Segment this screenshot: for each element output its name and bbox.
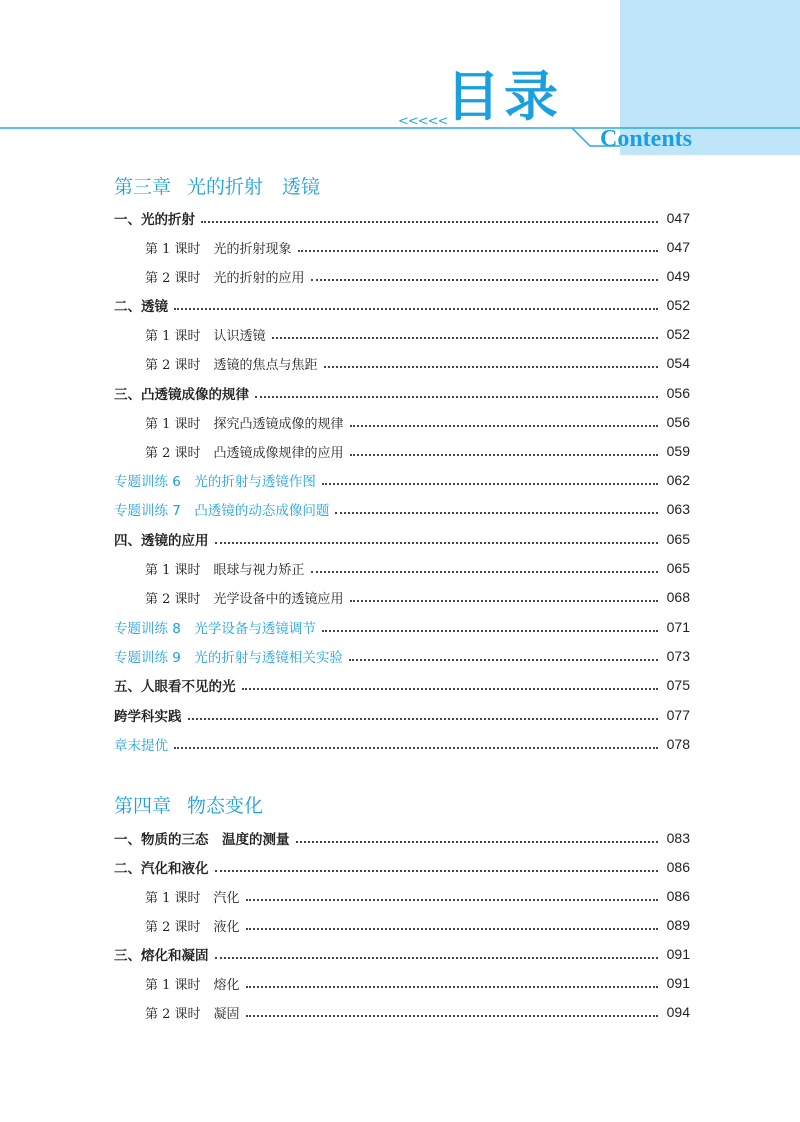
leader-dots [350, 453, 658, 456]
toc-entry[interactable] [145, 972, 690, 994]
toc-entry-page: 094 [666, 1004, 690, 1020]
toc-entry-label: 三、熔化和凝固 [114, 948, 209, 964]
toc-entry[interactable] [114, 382, 690, 404]
toc-entry[interactable] [114, 674, 690, 696]
toc-entry-label: 第 2 课时 凝固 [145, 1006, 240, 1022]
leader-dots [246, 985, 658, 988]
leader-dots [324, 365, 658, 368]
toc-entry-special[interactable] [114, 733, 690, 755]
toc-entry-page: 054 [666, 355, 690, 371]
toc-entry[interactable] [145, 411, 690, 433]
toc-entry[interactable] [114, 528, 690, 550]
toc-entry-special[interactable] [114, 498, 690, 520]
toc-entry-special[interactable] [114, 616, 690, 638]
chapter-number: 第三章 [114, 176, 172, 198]
toc-entry-label: 第 1 课时 熔化 [145, 977, 240, 993]
toc-entry[interactable] [145, 557, 690, 579]
toc-entry-page: 091 [666, 975, 690, 991]
leader-dots [246, 927, 658, 930]
page-title-english: Contents [600, 126, 693, 152]
toc-entry[interactable] [145, 323, 690, 345]
toc-entry-page: 091 [666, 946, 690, 962]
toc-entry-label: 第 1 课时 探究凸透镜成像的规律 [145, 416, 344, 432]
leader-dots [311, 570, 658, 573]
toc-entry-page: 089 [666, 917, 690, 933]
leader-dots [215, 541, 659, 544]
toc-entry-page: 049 [666, 268, 690, 284]
toc-entry[interactable] [114, 943, 690, 965]
leader-dots [350, 424, 658, 427]
toc-entry-page: 075 [666, 677, 690, 693]
leader-dots [174, 307, 658, 310]
toc-entry-page: 062 [666, 472, 690, 488]
toc-entry[interactable] [114, 704, 690, 726]
toc-entry[interactable] [114, 827, 690, 849]
chapter-heading [114, 178, 320, 197]
leader-dots [242, 687, 659, 690]
toc-entry-page: 047 [666, 239, 690, 255]
leader-dots [322, 629, 658, 632]
leader-dots [201, 220, 658, 223]
toc-entry-page: 052 [666, 326, 690, 342]
toc-entry-page: 073 [666, 648, 690, 664]
toc-entry-page: 056 [666, 385, 690, 401]
toc-entry-label: 第 1 课时 光的折射现象 [145, 241, 292, 257]
chapter-title: 物态变化 [187, 795, 264, 817]
toc-entry-label: 一、物质的三态 温度的测量 [114, 832, 290, 848]
leader-dots [322, 482, 658, 485]
toc-entry-label: 第 2 课时 光的折射的应用 [145, 270, 305, 286]
chapter-number: 第四章 [114, 795, 172, 817]
leader-dots [298, 249, 658, 252]
leader-dots [350, 599, 658, 602]
toc-entry-label: 五、人眼看不见的光 [114, 679, 236, 695]
toc-entry[interactable] [145, 914, 690, 936]
toc-entry[interactable] [145, 885, 690, 907]
toc-entry[interactable] [145, 265, 690, 287]
leader-dots [335, 511, 658, 514]
toc-entry[interactable] [114, 856, 690, 878]
leader-dots [174, 746, 658, 749]
toc-entry-page: 059 [666, 443, 690, 459]
chapter-heading [114, 797, 263, 816]
leader-dots [296, 840, 659, 843]
toc-entry-page: 077 [666, 707, 690, 723]
toc-entry-label: 三、凸透镜成像的规律 [114, 387, 249, 403]
toc-entry-label: 第 1 课时 眼球与视力矫正 [145, 562, 305, 578]
toc-entry-label: 跨学科实践 [114, 709, 182, 725]
toc-entry-page: 052 [666, 297, 690, 313]
toc-entry[interactable] [114, 294, 690, 316]
leader-dots [311, 278, 658, 281]
toc-entry-label: 专题训练 8 光学设备与透镜调节 [114, 621, 316, 637]
leader-dots [272, 336, 658, 339]
toc-entry-label: 一、光的折射 [114, 212, 195, 228]
toc-entry[interactable] [145, 1001, 690, 1023]
toc-entry-label: 章末提优 [114, 738, 168, 754]
toc-entry-label: 第 2 课时 凸透镜成像规律的应用 [145, 445, 344, 461]
toc-entry[interactable] [114, 207, 690, 229]
toc-entry-page: 065 [666, 560, 690, 576]
toc-entry-page: 071 [666, 619, 690, 635]
toc-entry-page: 086 [666, 859, 690, 875]
leader-dots [246, 898, 658, 901]
toc-entry[interactable] [145, 440, 690, 462]
page-title: 目录 [446, 65, 562, 128]
toc-entry-label: 第 1 课时 认识透镜 [145, 328, 266, 344]
leader-dots [215, 956, 659, 959]
toc-entry-page: 065 [666, 531, 690, 547]
chapter-title: 光的折射 透镜 [187, 176, 321, 198]
toc-entry-page: 063 [666, 501, 690, 517]
leader-dots [246, 1014, 658, 1017]
toc-entry-page: 068 [666, 589, 690, 605]
toc-entry-special[interactable] [114, 645, 690, 667]
toc-entry-special[interactable] [114, 469, 690, 491]
toc-entry-label: 二、汽化和液化 [114, 861, 209, 877]
toc-entry[interactable] [145, 352, 690, 374]
leader-dots [255, 395, 658, 398]
toc-entry-page: 047 [666, 210, 690, 226]
toc-entry-page: 056 [666, 414, 690, 430]
leader-dots [188, 717, 659, 720]
toc-entry-label: 四、透镜的应用 [114, 533, 209, 549]
leader-dots [215, 869, 659, 872]
toc-entry-label: 第 2 课时 透镜的焦点与焦距 [145, 357, 318, 373]
toc-entry-label: 第 2 课时 光学设备中的透镜应用 [145, 591, 344, 607]
toc-entry-page: 078 [666, 736, 690, 752]
leader-dots [349, 658, 658, 661]
toc-entry-label: 专题训练 6 光的折射与透镜作图 [114, 474, 316, 490]
toc-entry[interactable] [145, 586, 690, 608]
toc-entry-label: 专题训练 9 光的折射与透镜相关实验 [114, 650, 343, 666]
toc-entry-label: 第 2 课时 液化 [145, 919, 240, 935]
toc-entry[interactable] [145, 236, 690, 258]
toc-entry-label: 二、透镜 [114, 299, 168, 315]
toc-entry-page: 086 [666, 888, 690, 904]
chevrons-icon: <<<<< [398, 114, 448, 129]
toc-entry-label: 第 1 课时 汽化 [145, 890, 240, 906]
toc-entry-page: 083 [666, 830, 690, 846]
toc-entry-label: 专题训练 7 凸透镜的动态成像问题 [114, 503, 330, 519]
